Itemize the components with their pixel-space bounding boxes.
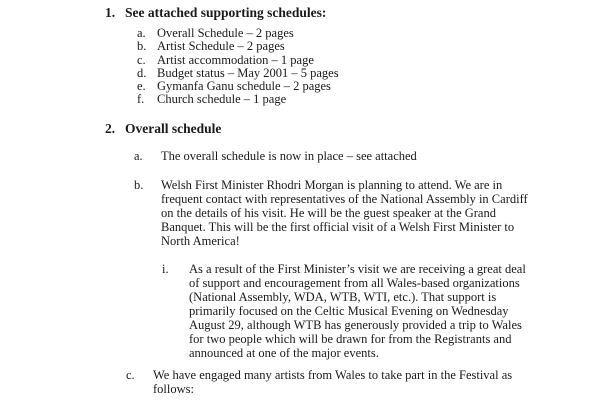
list-item: f. Church schedule – 1 page <box>137 92 287 107</box>
overall-schedule-item-a: a. The overall schedule is now in place – see attached <box>134 149 417 163</box>
section-2-heading <box>105 121 221 137</box>
list-item: c. Artist accommodation – 1 page <box>137 52 314 67</box>
list-item: d. Budget status – May 2001 – 5 pages <box>137 65 339 80</box>
overall-schedule-item-b-i: i. As a result of the First Minister’s visit we are receiving a great deal of support and encouragement from all Wales-based organizations (National Assembly, WDA, WTB, WTI, etc.). That support is primarily focused on the Celtic Musical Evening on Wednesday August 29, although WTB has generously provided a trip to Wales for two people which will be drawn for from the Registrants and announced at one of the major events. <box>162 262 526 360</box>
list-item: a. Overall Schedule – 2 pages <box>137 26 294 40</box>
section-2-number: 2. <box>105 121 116 136</box>
section-1-number: 1. <box>105 5 116 20</box>
overall-schedule-item-c: c. We have engaged many artists from Wales to take part in the Festival as follows: <box>126 368 513 396</box>
section-1-heading <box>105 5 326 21</box>
section-1-title: See attached supporting schedules: <box>125 5 327 20</box>
overall-schedule-item-b: b. Welsh First Minister Rhodri Morgan is planning to attend. We are in frequent contact with representatives of the National Assembly in Cardiff on the details of his visit. He will be the guest speaker at the Grand Banquet. This will be the first official visit of a Welsh First Minister to North America! <box>134 178 528 248</box>
list-item: b. Artist Schedule – 2 pages <box>137 39 285 54</box>
section-2-title: Overall schedule <box>125 121 222 136</box>
list-item: e. Gymanfa Ganu schedule – 2 pages <box>137 79 331 94</box>
supporting-schedules-list <box>137 27 339 107</box>
